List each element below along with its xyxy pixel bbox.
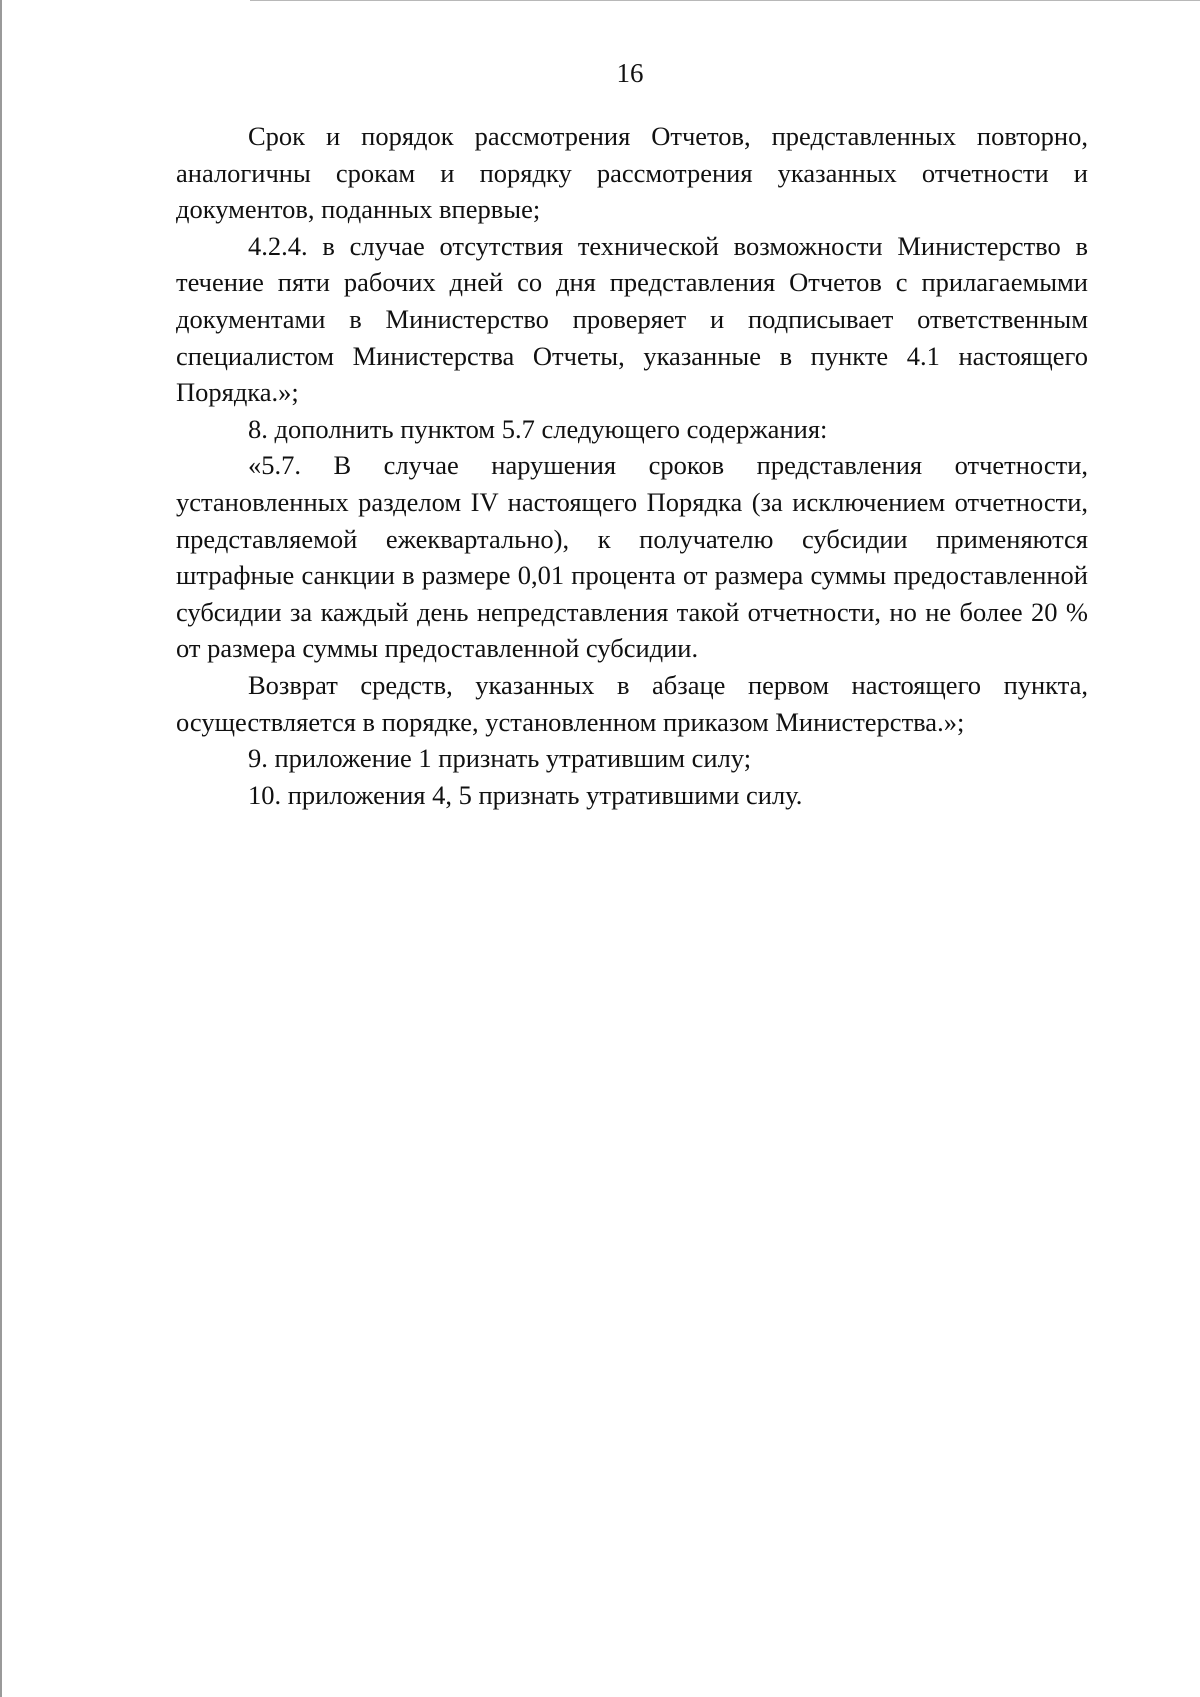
scan-edge-top (250, 0, 1200, 1)
paragraph-5-7: «5.7. В случае нарушения сроков представления отчетности, установленных разделом IV настоящего Порядка (за исключением отчетности, представляемой ежеквартально), к получателю субсидии применяются штрафные санкции в размере 0,01 процента от размера суммы предоставленной субсидии за каждый день непредставления такой отчетности, но не более 20 % от размера суммы предоставленной субсидии. (176, 450, 1088, 664)
paragraph-refund: Возврат средств, указанных в абзаце первом настоящего пункта, осуществляется в порядке, установленном приказом Министерства.»; (176, 669, 1088, 737)
scan-edge-left (0, 0, 2, 1697)
paragraph-item-10: 10. приложения 4, 5 признать утратившими силу. (248, 779, 803, 810)
paragraph-item-8: 8. дополнить пунктом 5.7 следующего содержания: (248, 413, 828, 444)
page-number: 16 (616, 58, 644, 88)
document-body (176, 118, 1088, 813)
paragraph-review-terms: Срок и порядок рассмотрения Отчетов, представленных повторно, аналогичны срокам и порядку рассмотрения указанных отчетности и документов, поданных впервые; (176, 121, 1088, 225)
paragraph-item-9: 9. приложение 1 признать утратившим силу; (248, 743, 752, 774)
paragraph-4-2-4: 4.2.4. в случае отсутствия технической возможности Министерство в течение пяти рабочих дней со дня представления Отчетов с прилагаемыми документами в Министерство проверяет и подписывает ответственным специалистом Министерства Отчеты, указанные в пункте 4.1 настоящего Порядка.»; (176, 230, 1088, 408)
